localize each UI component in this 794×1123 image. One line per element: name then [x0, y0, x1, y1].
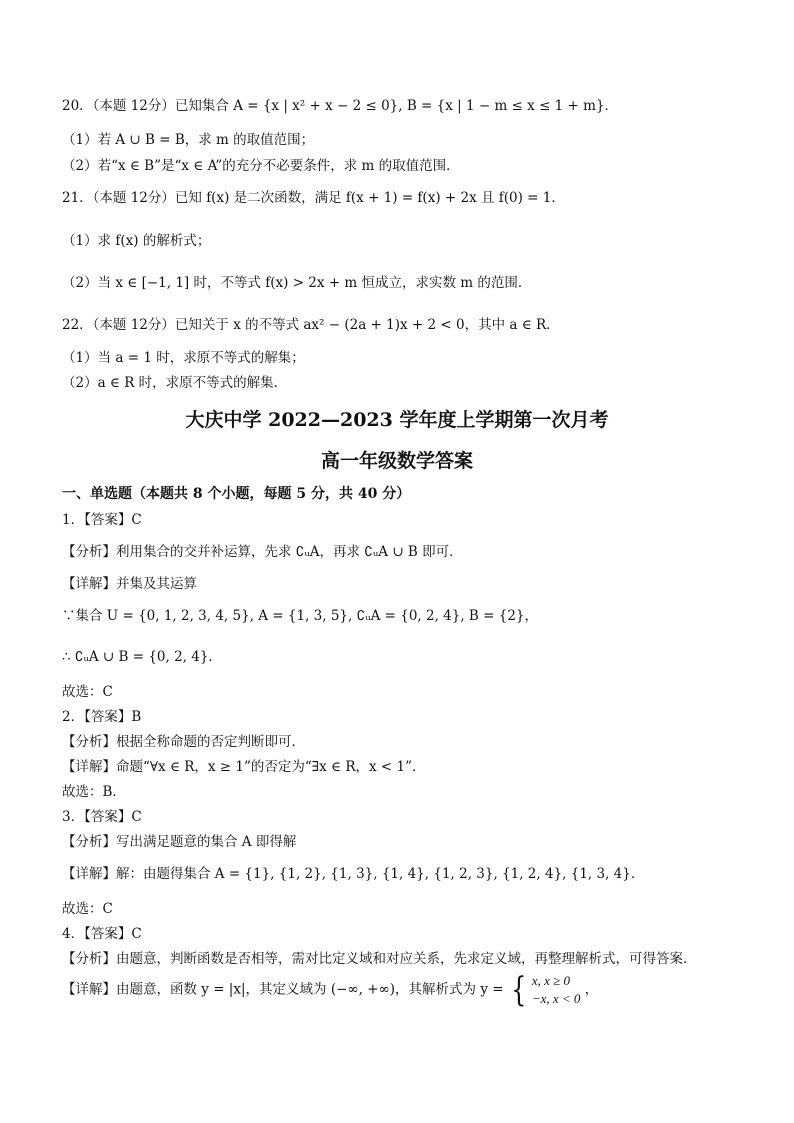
a1-detail-line2: ∴ ∁ᵤA ∪ B = {0, 2, 4}． [62, 649, 222, 665]
piecewise-case-1: x, x ≥ 0 [531, 973, 570, 988]
a4-detail-line [62, 972, 598, 1008]
q21-part1: （1）求 f(x) 的解析式； [62, 233, 211, 249]
a4-answer: 4．【答案】C [62, 926, 142, 942]
a2-detail: 【详解】命题“∀x ∈ R，x ≥ 1”的否定为“∃x ∈ R，x < 1”． [62, 759, 426, 775]
a3-analysis: 【分析】写出满足题意的集合 A 即得解 [62, 834, 297, 850]
answer-title: 大庆中学 2022—2023 学年度上学期第一次月考 [185, 409, 609, 431]
piecewise-brace: { [511, 970, 527, 1010]
a3-choice: 故选：C [62, 901, 113, 917]
a1-choice: 故选：C [62, 684, 113, 700]
a4-detail-tail: ， [584, 981, 599, 998]
q21-stem: 21．（本题 12分）已知 f(x) 是二次函数，满足 f(x + 1) = f(x) + 2x 且 f(0) = 1． [62, 190, 565, 206]
q20-part2: （2）若“x ∈ B”是“x ∈ A”的充分不必要条件，求 m 的取值范围． [62, 158, 460, 174]
q20-part1: （1）若 A ∪ B = B，求 m 的取值范围； [62, 132, 315, 148]
a3-answer: 3．【答案】C [62, 809, 142, 825]
a1-detail-line1: ∵集合 U = {0, 1, 2, 3, 4, 5}, A = {1, 3, 5}, ∁ᵤA = {0, 2, 4}, B = {2}， [62, 608, 539, 624]
a1-analysis: 【分析】利用集合的交并补运算，先求 ∁ᵤA，再求 ∁ᵤA ∪ B 即可． [62, 544, 463, 560]
a2-analysis: 【分析】根据全称命题的否定判断即可． [62, 734, 305, 750]
q21-part2: （2）当 x ∈ [−1, 1] 时，不等式 f(x) > 2x + m 恒成立，求实数 m 的范围． [62, 275, 532, 291]
a1-detail-head: 【详解】并集及其运算 [62, 576, 197, 592]
a4-analysis: 【分析】由题意，判断函数是否相等，需对比定义域和对应关系，先求定义域，再整理解析式，可得答案． [62, 951, 697, 967]
a3-detail: 【详解】解：由题得集合 A = {1}, {1, 2}, {1, 3}, {1, 4}, {1, 2, 3}, {1, 2, 4}, {1, 3, 4}． [62, 866, 645, 882]
a1-answer: 1．【答案】C [62, 512, 142, 528]
q20-stem: 20．（本题 12分）已知集合 A = {x | x² + x − 2 ≤ 0}, B = {x | 1 − m ≤ x ≤ 1 + m}． [62, 98, 619, 114]
answer-subtitle: 高一年级数学答案 [320, 450, 473, 472]
q22-part1: （1）当 a = 1 时，求原不等式的解集； [62, 350, 305, 366]
a2-answer: 2．【答案】B [62, 709, 142, 725]
a2-choice: 故选：B． [62, 784, 126, 800]
section-heading: 一、单选题（本题共 8 个小题，每题 5 分，共 40 分） [62, 486, 411, 502]
piecewise-cases [532, 972, 581, 1008]
piecewise-case-2: −x, x < 0 [531, 991, 581, 1006]
q22-part2: （2）a ∈ R 时，求原不等式的解集． [62, 375, 288, 391]
q22-stem: 22．（本题 12分）已知关于 x 的不等式 ax² − (2a + 1)x + 2 < 0，其中 a ∈ R． [62, 317, 560, 333]
a4-detail-text: 【详解】由题意，函数 y = |x|，其定义域为 (−∞, +∞)，其解析式为 y = [62, 981, 504, 998]
